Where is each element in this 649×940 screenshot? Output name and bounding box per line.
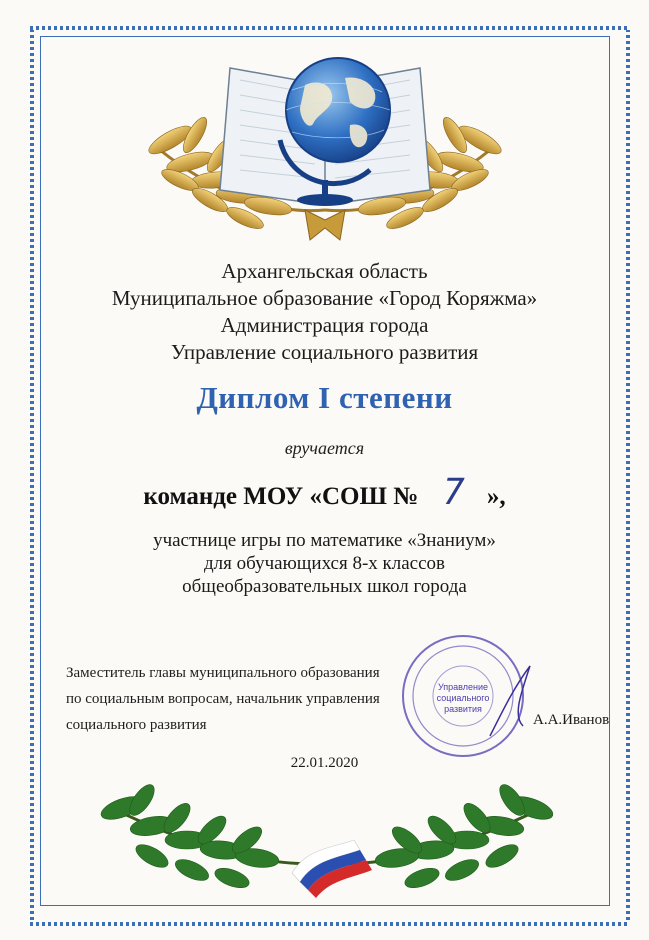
issue-date: 22.01.2020 [290, 755, 359, 771]
description-line-3: общеобразовательных школ города [182, 576, 467, 597]
stamp-text-1: Управление [437, 682, 489, 692]
region-line: Архангельская область [221, 259, 428, 283]
book-globe-laurel-emblem [100, 40, 550, 250]
department-line: Управление социального развития [170, 340, 479, 364]
description-line-1: участнице игры по математике «Знаниум» [153, 530, 496, 551]
diploma-title: Диплом I степени [196, 380, 453, 415]
stamp-text-2: социального [436, 693, 490, 703]
description-line-2: для обучающихся 8-х классов [204, 553, 445, 574]
signatory-line-3: социального развития [66, 717, 207, 733]
header-block [40, 258, 609, 366]
team-prefix: команде МОУ «СОШ № [143, 483, 419, 510]
signatory-line-2: по социальным вопросам, начальник управления [66, 691, 380, 707]
signatory-name: А.А.Иванов [533, 712, 610, 728]
stamp-text-3: развития [444, 704, 482, 714]
team-suffix: », [486, 483, 506, 510]
municipality-line: Муниципальное образование «Город Коряжма» [111, 286, 538, 310]
awarded-label: вручается [284, 438, 365, 458]
team-line [40, 472, 609, 513]
description-block [40, 529, 609, 598]
laurel-flag-footer [92, 778, 562, 898]
administration-line: Администрация города [220, 313, 429, 337]
school-number: 7 [436, 472, 469, 513]
signatory-block [66, 660, 380, 738]
official-stamp [395, 626, 535, 766]
signatory-line-1: Заместитель главы муниципального образования [66, 665, 380, 681]
